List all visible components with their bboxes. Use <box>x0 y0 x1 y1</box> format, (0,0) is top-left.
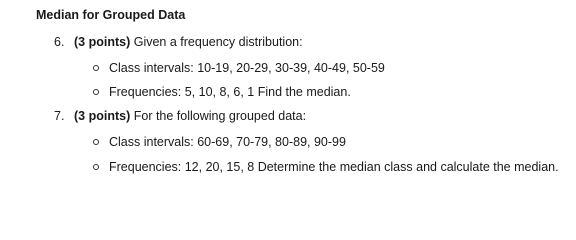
list-item <box>93 85 351 99</box>
list-item-text: Class intervals: 60-69, 70-79, 80-89, 90-99 <box>109 135 346 149</box>
hollow-circle-bullet-icon <box>93 65 99 71</box>
list-item <box>93 135 346 149</box>
list-item-text: Frequencies: 12, 20, 15, 8 Determine the median class and calculate the median. <box>109 160 559 174</box>
question-7 <box>54 109 306 123</box>
question-number: 6. <box>54 35 65 49</box>
list-item-text: Frequencies: 5, 10, 8, 6, 1 Find the median. <box>109 85 351 99</box>
hollow-circle-bullet-icon <box>93 164 99 170</box>
question-text: For the following grouped data: <box>133 109 307 123</box>
hollow-circle-bullet-icon <box>93 139 99 145</box>
list-item <box>93 61 385 75</box>
question-text: Given a frequency distribution: <box>133 35 303 49</box>
question-number: 7. <box>54 109 65 123</box>
question-6 <box>54 35 303 49</box>
question-points: (3 points) <box>74 35 131 49</box>
hollow-circle-bullet-icon <box>93 89 99 95</box>
section-heading: Median for Grouped Data <box>36 8 186 22</box>
list-item <box>93 160 559 174</box>
list-item-text: Class intervals: 10-19, 20-29, 30-39, 40-49, 50-59 <box>109 61 385 75</box>
question-points: (3 points) <box>74 109 131 123</box>
